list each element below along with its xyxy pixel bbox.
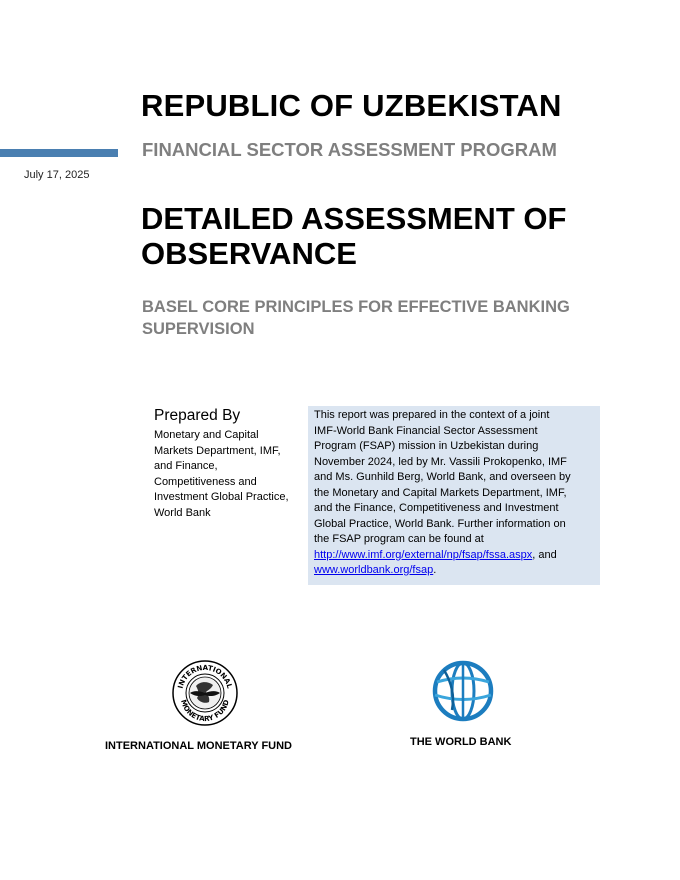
document-title-line-2: OBSERVANCE: [141, 236, 357, 271]
info-line: IMF-World Bank Financial Sector Assessment: [314, 424, 538, 437]
document-subject-line-1: BASEL CORE PRINCIPLES FOR EFFECTIVE BANKING: [142, 298, 570, 316]
prepared-by-line: World Bank: [154, 506, 211, 519]
info-link-separator: , and: [532, 548, 557, 561]
prepared-by-line: and Finance,: [154, 460, 218, 472]
imf-name: INTERNATIONAL MONETARY FUND: [105, 740, 292, 752]
info-line: November 2024, led by Mr. Vassili Prokopenko, IMF: [314, 455, 567, 468]
imf-fsap-link[interactable]: http://www.imf.org/external/np/fsap/fssa.aspx: [314, 548, 533, 561]
prepared-by-line: Markets Department, IMF,: [154, 444, 281, 457]
imf-seal-text: INTERNATIONAL: [176, 663, 234, 690]
prepared-by-text: [154, 428, 302, 521]
publication-date: July 17, 2025: [24, 169, 90, 181]
program-subtitle: FINANCIAL SECTOR ASSESSMENT PROGRAM: [142, 139, 557, 160]
info-line: and Ms. Gunhild Berg, World Bank, and overseen by: [314, 471, 571, 483]
info-links-line: [314, 563, 596, 579]
document-title: [141, 201, 621, 271]
document-subject-line-2: SUPERVISION: [142, 320, 255, 338]
imf-seal-icon: [172, 660, 238, 726]
info-line: Program (FSAP) mission in Uzbekistan during: [314, 440, 539, 452]
info-end-punctuation: .: [433, 564, 437, 576]
world-bank-logo-icon: [432, 660, 494, 722]
country-title: REPUBLIC OF UZBEKISTAN: [141, 88, 562, 123]
prepared-by-line: Investment Global Practice,: [154, 491, 289, 503]
world-bank-name: THE WORLD BANK: [410, 736, 512, 748]
info-line: Global Practice, World Bank. Further information on: [314, 517, 566, 530]
info-line: the Monetary and Capital Markets Department, IMF,: [314, 486, 567, 499]
prepared-by-line: Competitiveness and: [154, 475, 257, 488]
report-info-box: [308, 406, 600, 585]
info-line: and the Finance, Competitiveness and Investment: [314, 502, 559, 514]
document-title-line-1: DETAILED ASSESSMENT OF: [141, 201, 567, 236]
info-line: This report was prepared in the context of a joint: [314, 409, 550, 421]
worldbank-fsap-link[interactable]: www.worldbank.org/fsap: [314, 564, 434, 576]
info-line: the FSAP program can be found at: [314, 533, 484, 545]
prepared-by-line: Monetary and Capital: [154, 429, 259, 441]
prepared-by-heading: Prepared By: [154, 407, 241, 424]
document-subject: [142, 296, 602, 340]
info-links-line: [314, 548, 596, 564]
imf-seal-text: MONETARY FUND: [179, 698, 231, 724]
accent-bar: [0, 149, 118, 157]
